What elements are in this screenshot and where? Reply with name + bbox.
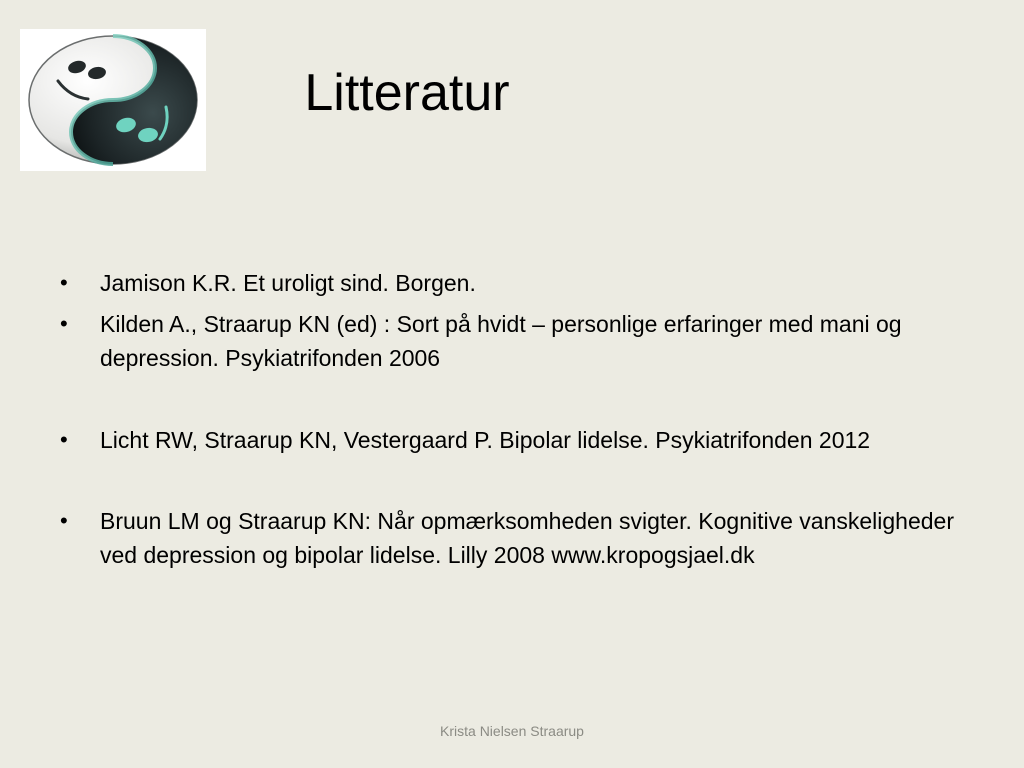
slide-footer: Krista Nielsen Straarup <box>440 723 584 739</box>
list-item <box>0 266 1024 300</box>
list-item <box>0 423 1024 457</box>
reference-text: Kilden A., Straarup KN (ed) : Sort på hvidt – personlige erfaringer med mani og depression. Psykiatrifonden 2006 <box>100 311 902 371</box>
reference-text: Jamison K.R. Et uroligt sind. Borgen. <box>100 270 476 296</box>
slide-title: Litteratur <box>304 64 510 122</box>
list-item <box>0 504 1024 572</box>
bullet: • <box>60 427 68 452</box>
bullet: • <box>60 270 68 295</box>
reference-list <box>0 264 1024 572</box>
bullet: • <box>60 508 68 533</box>
bullet: • <box>60 311 68 336</box>
reference-text: Bruun LM og Straarup KN: Når opmærksomheden svigter. Kognitive vanskeligheder ved depression og bipolar lidelse. Lilly 2008 www.kropogsjael.dk <box>100 508 954 568</box>
reference-text: Licht RW, Straarup KN, Vestergaard P. Bipolar lidelse. Psykiatrifonden 2012 <box>100 427 871 453</box>
list-item <box>0 307 1024 375</box>
